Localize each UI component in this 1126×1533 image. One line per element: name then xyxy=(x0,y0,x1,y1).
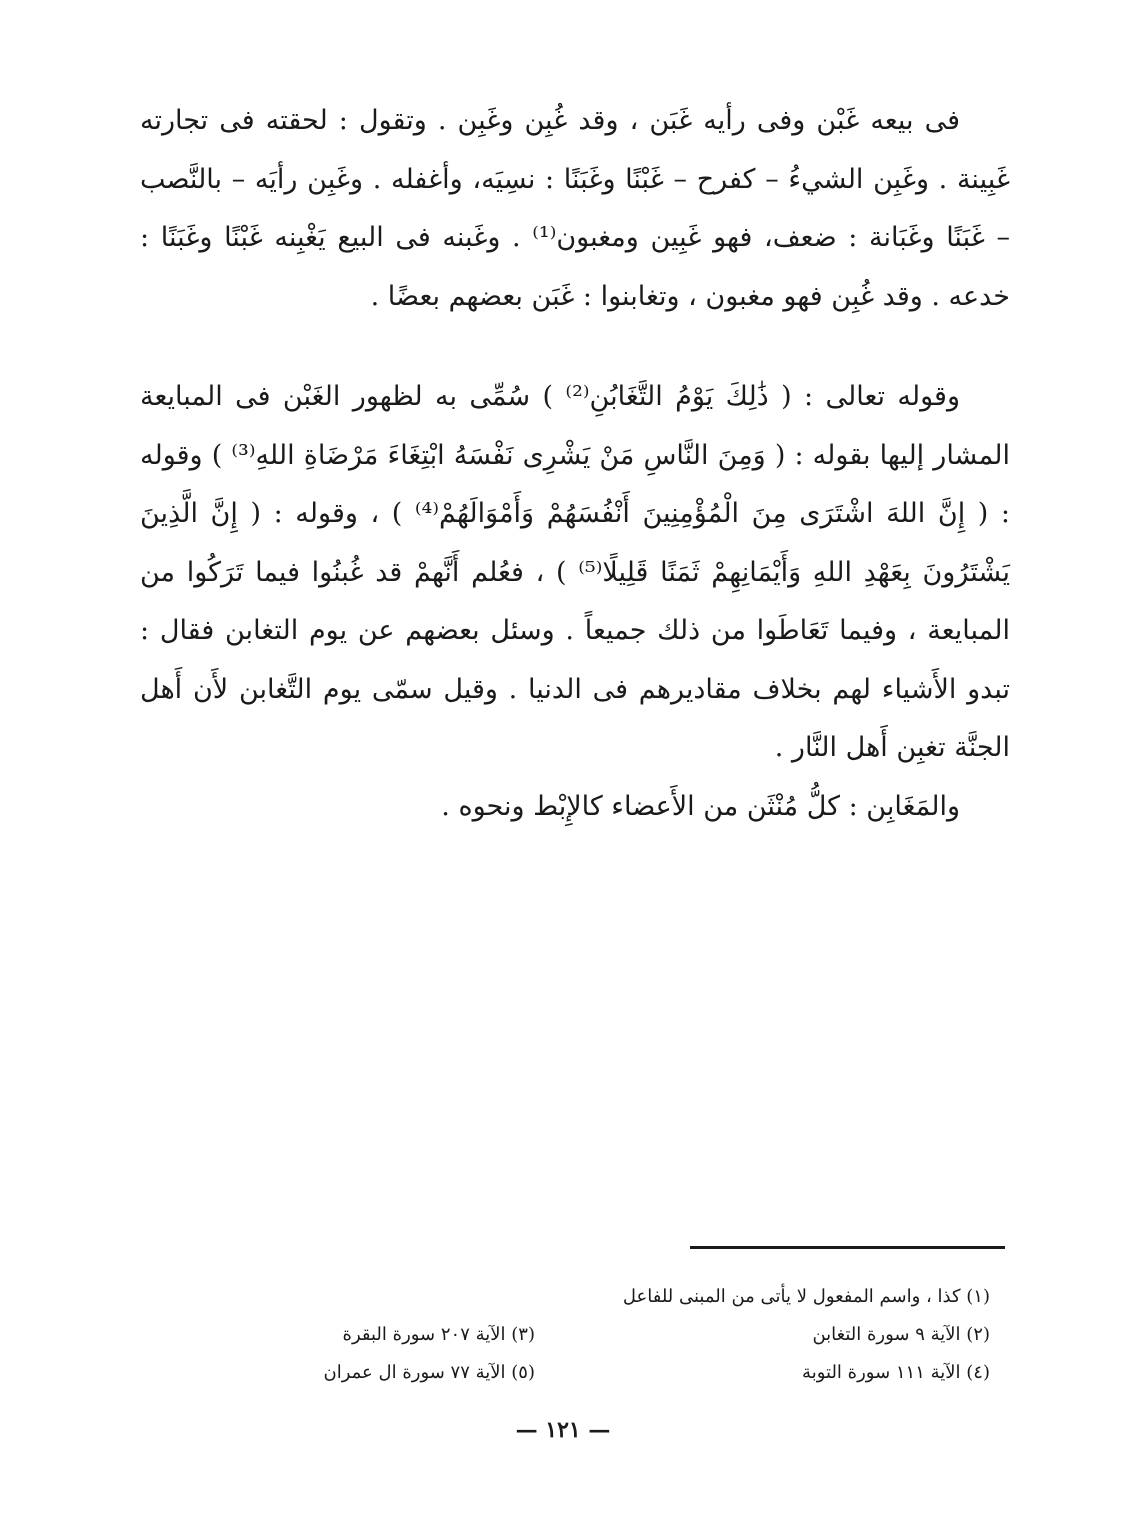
paragraph-ghabn-definition: فى بيعه غَبْن وفى رأيه غَبَن ، وقد غُبِن وغَبِن . وتقول : لحقته فى تجارته غَبِينة . وغَبِن الشيءُ – كفرح – غَبْنًا وغَبَنًا : نسِيَه، وأغفله . وغَبِن رأيَه – بالنَّصب – غَبَنًا وغَبَانة : ضعف، فهو غَبِين ومغبون⁽¹⁾ . وغَبنه فى البيع يَغْبِنه غَبْنًا وغَبَنًا : خدعه . وقد غُبِن فهو مغبون ، وتغابنوا : غَبَن بعضهم بعضًا . xyxy=(140,105,1010,312)
footnote-1: (١) كذا ، واسم المفعول لا يأتى من المبنى للفاعل xyxy=(622,1286,990,1307)
footnote-2: (٢) الآية ٩ سورة التغابن xyxy=(812,1324,990,1345)
footnotes xyxy=(270,1278,990,1392)
footnote-5: (٥) الآية ٧٧ سورة ال عمران xyxy=(323,1362,535,1383)
footnote-row xyxy=(270,1278,990,1316)
page-number: — ١٢١ — xyxy=(515,1417,611,1443)
footnote-row xyxy=(270,1316,990,1354)
paragraph-gap xyxy=(140,326,1010,368)
footnote-3: (٣) الآية ٢٠٧ سورة البقرة xyxy=(342,1324,535,1345)
footnote-4: (٤) الآية ١١١ سورة التوبة xyxy=(802,1362,990,1383)
paragraph-almaghabin: والمَغَابِن : كلُّ مُنْثَن من الأَعضاء كالإِبْط ونحوه . xyxy=(441,790,960,822)
footnote-separator xyxy=(690,1246,1005,1249)
paragraph-yawm-altaghabun: وقوله تعالى : ( ذَٰلِكَ يَوْمُ التَّغَابُنِ⁽²⁾ ) سُمِّى به لظهور الغَبْن فى المبايعة المشار إليها بقوله : ( وَمِنَ النَّاسِ مَنْ يَشْرِى نَفْسَهُ ابْتِغَاءَ مَرْضَاةِ اللهِ⁽³⁾ ) وقوله : ( إِنَّ اللهَ اشْتَرَى مِنَ الْمُؤْمِنِينَ أَنْفُسَهُمْ وَأَمْوَالَهُمْ⁽⁴⁾ ) ، وقوله : ( إِنَّ الَّذِينَ يَشْتَرُونَ بِعَهْدِ اللهِ وَأَيْمَانِهِمْ ثَمَنًا قَلِيلًا⁽⁵⁾ ) ، فعُلم أَنَّهمْ قد غُبنُوا فيما تَرَكُوا من المبايعة ، وفيما تَعَاطَوا من ذلك جميعاً . وسئل بعضهم عن يوم التغابن فقال : تبدو الأَشياء لهم بخلاف مقاديرهم فى الدنيا . وقيل سمّى يوم التَّغابن لأَن أَهل الجنَّة تغبِن أَهل النَّار . xyxy=(140,381,1011,763)
footnote-row xyxy=(270,1354,990,1392)
main-text xyxy=(140,92,1010,836)
